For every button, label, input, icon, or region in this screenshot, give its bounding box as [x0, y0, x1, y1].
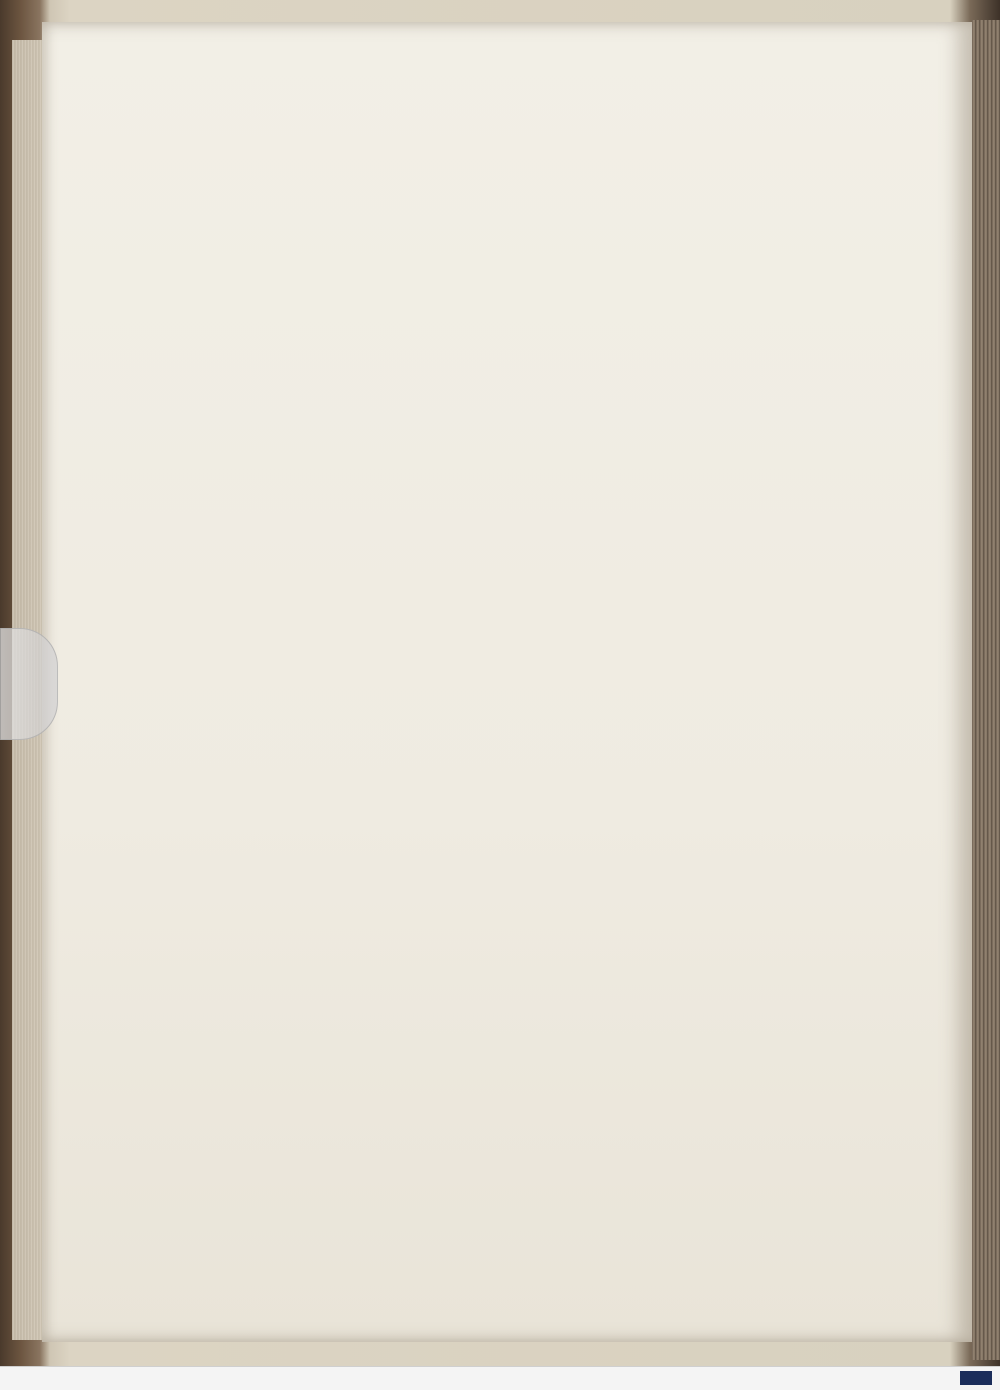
dfg-logo: [960, 1371, 992, 1385]
footer-bar: [0, 1366, 1000, 1390]
page-clip: [0, 628, 58, 740]
right-page-edges: [972, 20, 1000, 1360]
page: [42, 22, 972, 1342]
